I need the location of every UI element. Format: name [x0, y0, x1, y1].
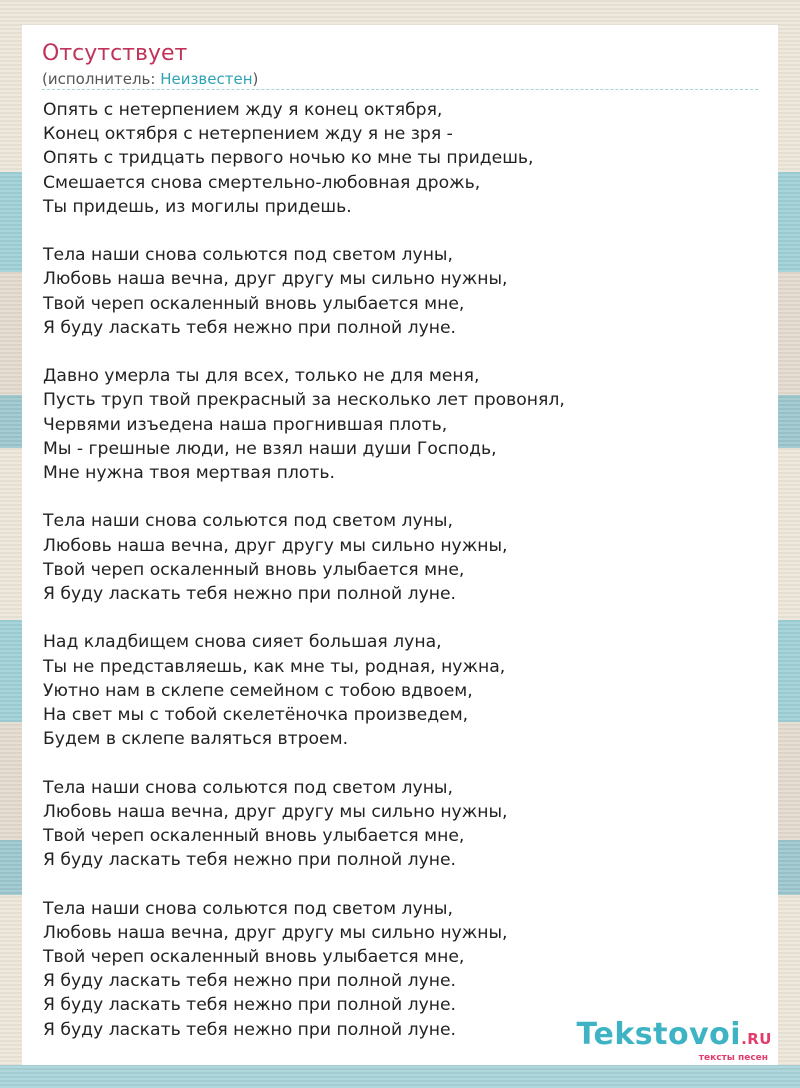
stanza [43, 364, 763, 485]
logo-domain: .RU [741, 1030, 772, 1048]
lyric-line: Твой череп оскаленный вновь улыбается мне, [43, 826, 465, 847]
lyrics-text [43, 98, 763, 1066]
lyric-line: Твой череп оскаленный вновь улыбается мне, [43, 947, 465, 968]
site-logo[interactable] [577, 1019, 772, 1063]
artist-link[interactable]: Неизвестен [160, 70, 253, 88]
lyric-line: Я буду ласкать тебя нежно при полной луне. [43, 850, 457, 871]
lyric-line: Любовь наша вечна, друг другу мы сильно нужны, [43, 922, 508, 943]
lyric-line: Опять с тридцать первого ночью ко мне ты придешь, [43, 148, 534, 169]
lyric-line: Я буду ласкать тебя нежно при полной луне. [43, 317, 457, 338]
lyric-line: Пусть труп твой прекрасный за несколько лет провонял, [43, 390, 565, 411]
stanza [43, 98, 763, 219]
logo-main-text: Tekstovoi [576, 1017, 742, 1052]
lyric-line: Любовь наша вечна, друг другу мы сильно нужны, [43, 801, 508, 822]
lyric-line: Конец октября с нетерпением жду я не зря - [43, 124, 453, 145]
song-title: Отсутствует [42, 41, 188, 66]
lyric-line: Тела наши снова сольются под светом луны, [43, 898, 453, 919]
lyric-line: Уютно нам в склепе семейном с тобою вдвоем, [43, 680, 473, 701]
lyric-line: Ты не представляешь, как мне ты, родная, нужна, [43, 656, 506, 677]
lyric-line: Мы - грешные люди, не взял наши души Господь, [43, 438, 497, 459]
lyrics-card [22, 25, 778, 1065]
lyric-line: Смешается снова смертельно-любовная дрожь, [43, 172, 481, 193]
lyric-line: Я буду ласкать тебя нежно при полной луне. [43, 971, 457, 992]
artist-prefix: (исполнитель: [42, 70, 161, 88]
lyric-line: Над кладбищем снова сияет большая луна, [43, 632, 442, 653]
lyric-line: На свет мы с тобой скелетёночка произведем, [43, 705, 469, 726]
lyric-line: Твой череп оскаленный вновь улыбается мне, [43, 559, 465, 580]
artist-suffix: ) [252, 70, 259, 88]
stanza [43, 776, 763, 873]
stanza [43, 243, 763, 340]
lyric-line: Червями изъедена наша прогнившая плоть, [43, 414, 448, 435]
lyric-line: Я буду ласкать тебя нежно при полной луне. [43, 584, 457, 605]
lyric-line: Давно умерла ты для всех, только не для меня, [43, 366, 480, 387]
lyric-line: Я буду ласкать тебя нежно при полной луне. [43, 1019, 457, 1040]
stanza [43, 630, 763, 751]
logo-wordmark [577, 1019, 772, 1055]
lyric-line: Любовь наша вечна, друг другу мы сильно нужны, [43, 269, 508, 290]
lyric-line: Будем в склепе валяться втроем. [43, 729, 349, 750]
lyric-line: Мне нужна твоя мертвая плоть. [43, 463, 335, 484]
lyric-line: Ты придешь, из могилы придешь. [43, 196, 352, 217]
artist-line [42, 70, 258, 88]
stanza [43, 509, 763, 606]
lyric-line: Тела наши снова сольются под светом луны, [43, 777, 453, 798]
lyric-line: Я буду ласкать тебя нежно при полной луне. [43, 995, 457, 1016]
lyric-line: Твой череп оскаленный вновь улыбается мне, [43, 293, 465, 314]
title-divider [42, 89, 758, 90]
lyric-line: Опять с нетерпением жду я конец октября, [43, 100, 443, 120]
lyric-line: Тела наши снова сольются под светом луны, [43, 511, 453, 532]
lyric-line: Любовь наша вечна, друг другу мы сильно нужны, [43, 535, 508, 556]
logo-tagline: тексты песен [698, 1053, 768, 1063]
lyric-line: Тела наши снова сольются под светом луны, [43, 245, 453, 266]
